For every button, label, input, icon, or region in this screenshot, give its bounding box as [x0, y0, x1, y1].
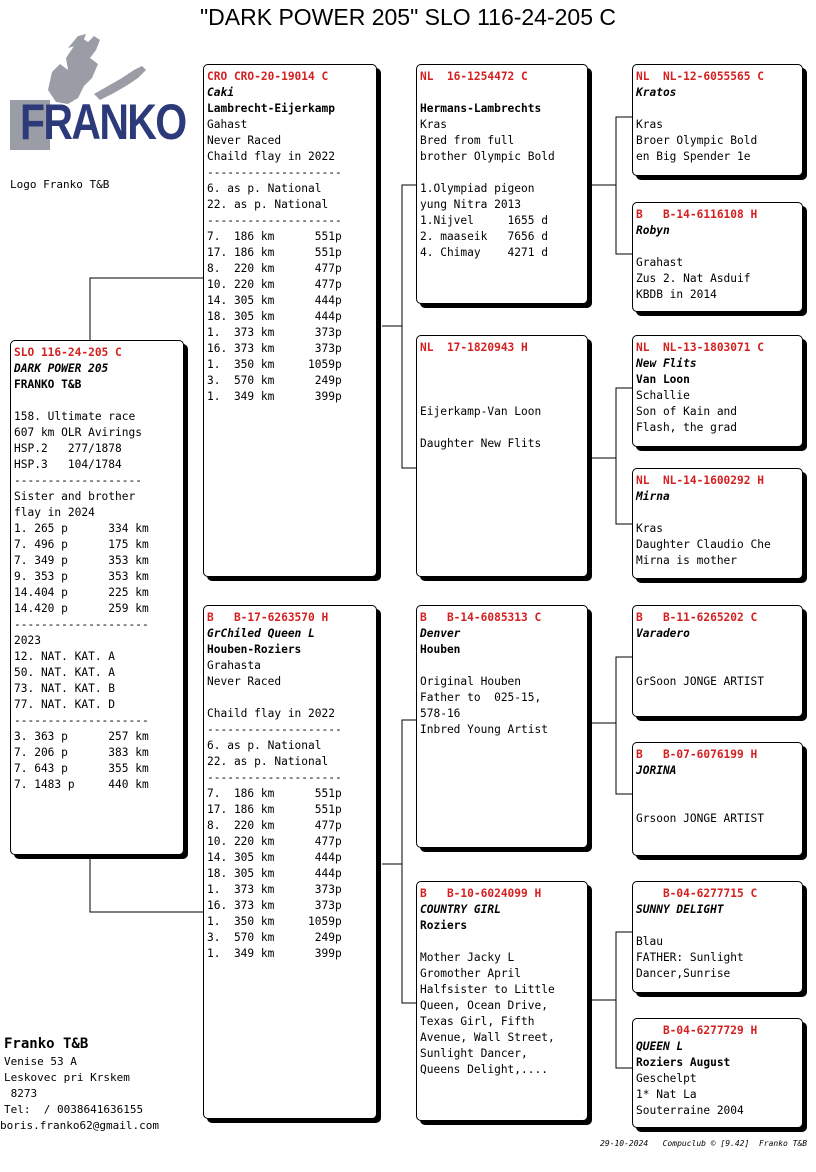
info-line [636, 918, 802, 934]
info-line: Son of Kain and [636, 405, 738, 418]
info-line: Daughter Claudio Che [636, 538, 771, 551]
info-line: Souterraine 2004 [636, 1104, 744, 1117]
breeder-name: Houben [420, 643, 461, 656]
info-line [420, 356, 587, 372]
info-line: flay in 2024 [14, 506, 95, 519]
pigeon-name: New Flits [636, 357, 697, 370]
card-dam-sire-dam[interactable] [632, 742, 803, 856]
info-line: 7. 206 p 383 km [14, 746, 149, 759]
pigeon-name: COUNTRY GIRL [420, 903, 501, 916]
ring-number: B-04-6277729 H [636, 1024, 758, 1037]
info-line: 7. 186 km 551p [207, 787, 342, 800]
info-line: 7. 349 p 353 km [14, 554, 149, 567]
info-line: Kras [636, 522, 663, 535]
info-line: Queens Delight,.... [420, 1063, 548, 1076]
info-line: -------------------- [207, 214, 342, 227]
info-line: Schallie [636, 389, 690, 402]
info-line: Geschelpt [636, 1072, 697, 1085]
ring-number: B B-17-6263570 H [207, 611, 329, 624]
info-line: -------------------- [14, 618, 149, 631]
info-line: 7. 496 p 175 km [14, 538, 149, 551]
info-line [420, 372, 587, 388]
ring-number: B B-11-6265202 C [636, 611, 758, 624]
pigeon-name: DARK POWER 205 [14, 362, 109, 375]
info-line: 18. 305 km 444p [207, 310, 342, 323]
info-line: 6. as p. National [207, 739, 322, 752]
ring-number: B B-07-6076199 H [636, 748, 758, 761]
info-line: 2023 [14, 634, 41, 647]
info-line: 73. NAT. KAT. B [14, 682, 116, 695]
ring-number: B B-10-6024099 H [420, 887, 542, 900]
pigeon-name: Caki [207, 86, 234, 99]
info-line: 9. 353 p 353 km [14, 570, 149, 583]
breeder-name: Houben-Roziers [207, 643, 302, 656]
info-line [420, 658, 587, 674]
ring-number: B B-14-6085313 C [420, 611, 542, 624]
info-line: HSP.2 277/1878 [14, 442, 122, 455]
card-dam-dam[interactable] [416, 881, 588, 1121]
breeder-name: Hermans-Lambrechts [420, 102, 542, 115]
info-line: 14. 305 km 444p [207, 294, 342, 307]
info-line: 16. 373 km 373p [207, 899, 342, 912]
card-dam[interactable] [203, 605, 377, 1119]
info-line: Mirna is mother [636, 554, 738, 567]
info-line: yung Nitra 2013 [420, 198, 522, 211]
info-line [420, 388, 587, 404]
info-line: 14.420 p 259 km [14, 602, 149, 615]
card-dam-sire[interactable] [416, 605, 588, 848]
ring-number: SLO 116-24-205 C [14, 346, 122, 359]
info-line [636, 658, 802, 674]
ring-number: CRO CRO-20-19014 C [207, 70, 329, 83]
card-sire-sire-dam[interactable] [632, 202, 803, 312]
info-line: 18. 305 km 444p [207, 867, 342, 880]
ring-number: NL NL-13-1803071 C [636, 341, 764, 354]
ring-number: B-04-6277715 C [636, 887, 758, 900]
breeder-name: FRANKO T&B [14, 378, 82, 391]
info-line: 1. 373 km 373p [207, 326, 342, 339]
pigeon-name: Robyn [636, 224, 670, 237]
card-dam-dam-dam[interactable] [632, 1018, 803, 1128]
info-line: Gromother April [420, 967, 522, 980]
info-line [207, 690, 376, 706]
info-line: 158. Ultimate race [14, 410, 136, 423]
logo-caption: Logo Franko T&B [10, 178, 110, 191]
info-line: 2. maaseik 7656 d [420, 230, 548, 243]
info-line: Grahasta [207, 659, 261, 672]
info-line: -------------------- [14, 714, 149, 727]
info-line: Daughter New Flits [420, 437, 542, 450]
pigeon-name: Varadero [636, 627, 690, 640]
info-line [636, 779, 802, 795]
info-line: Texas Girl, Fifth [420, 1015, 535, 1028]
info-line [636, 101, 802, 117]
info-line: HSP.3 104/1784 [14, 458, 122, 471]
info-line: 1. 350 km 1059p [207, 915, 342, 928]
info-line: 16. 373 km 373p [207, 342, 342, 355]
info-line: Father to 025-15, [420, 691, 542, 704]
info-line: 14. 305 km 444p [207, 851, 342, 864]
card-sire-dam[interactable] [416, 335, 588, 577]
pigeon-name: JORINA [636, 764, 677, 777]
info-line: 12. NAT. KAT. A [14, 650, 116, 663]
info-line [420, 165, 587, 181]
card-subject[interactable] [10, 340, 184, 855]
owner-phone: Tel: / 0038641636155 [4, 1103, 144, 1116]
ring-number: B B-14-6116108 H [636, 208, 758, 221]
info-line: Grahast [636, 256, 684, 269]
info-line: 3. 570 km 249p [207, 931, 342, 944]
info-line: 1. 349 km 399p [207, 947, 342, 960]
info-line: 77. NAT. KAT. D [14, 698, 116, 711]
info-line: Halfsister to Little [420, 983, 555, 996]
info-line: GrSoon JONGE ARTIST [636, 675, 764, 688]
owner-info [0, 1034, 159, 1134]
info-line: 8. 220 km 477p [207, 262, 342, 275]
card-sire-dam-sire[interactable] [632, 335, 803, 447]
info-line: Grsoon JONGE ARTIST [636, 812, 764, 825]
info-line: 8. 220 km 477p [207, 819, 342, 832]
info-line: 4. Chimay 4271 d [420, 246, 548, 259]
info-line: -------------------- [207, 771, 342, 784]
info-line: 607 km OLR Avirings [14, 426, 142, 439]
info-line: 3. 570 km 249p [207, 374, 342, 387]
info-line: 1. 349 km 399p [207, 390, 342, 403]
info-line: 17. 186 km 551p [207, 246, 342, 259]
info-line: ------------------- [14, 474, 142, 487]
owner-address-line: Venise 53 A [4, 1055, 77, 1068]
info-line: Sister and brother [14, 490, 136, 503]
info-line [420, 85, 587, 101]
owner-postcode: 8273 [4, 1087, 38, 1100]
info-line: 1. 373 km 373p [207, 883, 342, 896]
card-sire[interactable] [203, 64, 377, 577]
info-line [420, 934, 587, 950]
info-line: Zus 2. Nat Asduif [636, 272, 751, 285]
ring-number: NL 16-1254472 C [420, 70, 528, 83]
pigeon-name: Kratos [636, 86, 677, 99]
info-line: brother Olympic Bold [420, 150, 555, 163]
info-line: KBDB in 2014 [636, 288, 717, 301]
info-line: Dancer,Sunrise [636, 967, 731, 980]
card-sire-dam-dam[interactable] [632, 468, 803, 579]
info-line: FATHER: Sunlight [636, 951, 744, 964]
info-line: Kras [420, 118, 447, 131]
info-line [14, 393, 183, 409]
info-line [636, 505, 802, 521]
info-line: Chaild flay in 2022 [207, 150, 335, 163]
info-line: Eijerkamp-Van Loon [420, 405, 542, 418]
ring-number: NL 17-1820943 H [420, 341, 528, 354]
info-line: 22. as p. National [207, 198, 329, 211]
info-line: -------------------- [207, 723, 342, 736]
info-line: Chaild flay in 2022 [207, 707, 335, 720]
breeder-name: Roziers August [636, 1056, 731, 1069]
footer-stamp: 29-10-2024 Compuclub © [9.42] Franko T&B [600, 1139, 808, 1148]
card-sire-sire[interactable] [416, 64, 588, 304]
info-line: Bred from full [420, 134, 515, 147]
info-line [636, 239, 802, 255]
ring-number: NL NL-12-6055565 C [636, 70, 764, 83]
logo-text: FRANKO [20, 94, 186, 150]
card-sire-sire-sire[interactable] [632, 64, 803, 176]
info-line: Inbred Young Artist [420, 723, 548, 736]
info-line: 7. 643 p 355 km [14, 762, 149, 775]
info-line: 1* Nat La [636, 1088, 697, 1101]
info-line: Flash, the grad [636, 421, 738, 434]
owner-name: Franko T&B [4, 1036, 89, 1052]
info-line: Never Raced [207, 675, 282, 688]
info-line: 1. 265 p 334 km [14, 522, 149, 535]
info-line: en Big Spender 1e [636, 150, 751, 163]
info-line [636, 642, 802, 658]
breeder-name: Van Loon [636, 373, 690, 386]
pigeon-name: SUNNY DELIGHT [636, 903, 724, 916]
info-line: 7. 1483 p 440 km [14, 778, 149, 791]
owner-address-line: Leskovec pri Krskem [4, 1071, 130, 1084]
page-title: "DARK POWER 205" SLO 116-24-205 C [199, 4, 617, 30]
owner-email[interactable]: boris.franko62@gmail.com [0, 1119, 159, 1132]
pigeon-name: GrChiled Queen L [207, 627, 315, 640]
pigeon-name: QUEEN L [636, 1040, 684, 1053]
info-line: 10. 220 km 477p [207, 835, 342, 848]
info-line: Mother Jacky L [420, 951, 515, 964]
info-line: 17. 186 km 551p [207, 803, 342, 816]
info-line: 1. 350 km 1059p [207, 358, 342, 371]
info-line: -------------------- [207, 166, 342, 179]
info-line: 6. as p. National [207, 182, 322, 195]
card-dam-sire-sire[interactable] [632, 605, 803, 717]
info-line: Avenue, Wall Street, [420, 1031, 555, 1044]
info-line: Queen, Ocean Drive, [420, 999, 548, 1012]
info-line: 3. 363 p 257 km [14, 730, 149, 743]
info-line: Sunlight Dancer, [420, 1047, 528, 1060]
info-line: Gahast [207, 118, 248, 131]
pigeon-name: Denver [420, 627, 461, 640]
info-line: 14.404 p 225 km [14, 586, 149, 599]
info-line: 1.Olympiad pigeon [420, 182, 535, 195]
card-dam-dam-sire[interactable] [632, 881, 803, 993]
info-line: 578-16 [420, 707, 461, 720]
info-line: 7. 186 km 551p [207, 230, 342, 243]
breeder-name: Lambrecht-Eijerkamp [207, 102, 335, 115]
info-line: Blau [636, 935, 663, 948]
info-line: 1.Nijvel 1655 d [420, 214, 548, 227]
info-line: Never Raced [207, 134, 282, 147]
info-line [420, 420, 587, 436]
pigeon-name: Mirna [636, 490, 670, 503]
info-line: Kras [636, 118, 663, 131]
info-line: Broer Olympic Bold [636, 134, 758, 147]
ring-number: NL NL-14-1600292 H [636, 474, 764, 487]
info-line: 50. NAT. KAT. A [14, 666, 116, 679]
info-line: 22. as p. National [207, 755, 329, 768]
info-line: Original Houben [420, 675, 522, 688]
breeder-name: Roziers [420, 919, 468, 932]
info-line [636, 795, 802, 811]
info-line: 10. 220 km 477p [207, 278, 342, 291]
